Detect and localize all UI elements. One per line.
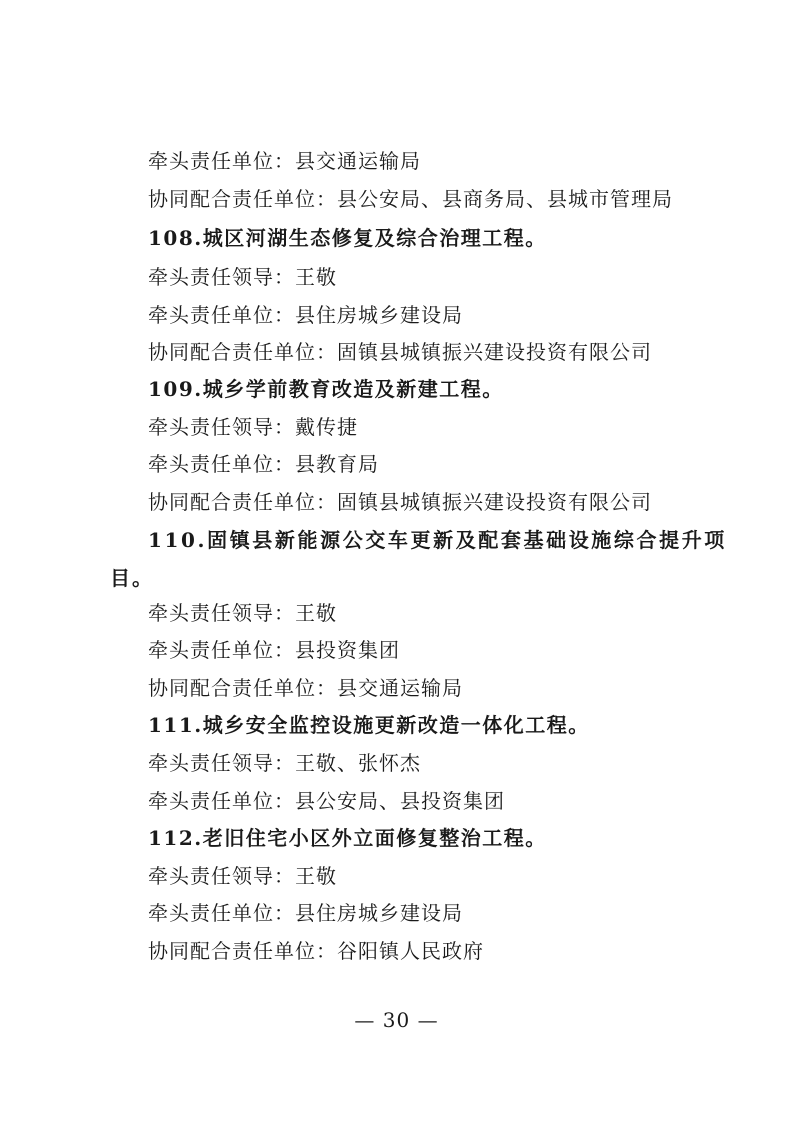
item-110-heading-continuation: 目。 bbox=[110, 566, 154, 590]
cooperating-unit-text: 协同配合责任单位：县公安局、县商务局、县城市管理局 bbox=[148, 187, 673, 211]
lead-leader-text: 牵头责任领导：戴传捷 bbox=[148, 415, 358, 439]
item-110-heading: 110.固镇县新能源公交车更新及配套基础设施综合提升项 bbox=[148, 528, 727, 552]
lead-leader-text: 牵头责任领导：王敬 bbox=[148, 864, 337, 888]
cooperating-unit-text: 协同配合责任单位：谷阳镇人民政府 bbox=[148, 939, 484, 963]
lead-leader-text: 牵头责任领导：王敬 bbox=[148, 601, 337, 625]
cooperating-unit-text: 协同配合责任单位：固镇县城镇振兴建设投资有限公司 bbox=[148, 490, 652, 514]
item-109-heading: 109.城乡学前教育改造及新建工程。 bbox=[148, 377, 504, 401]
item-111-heading: 111.城乡安全监控设施更新改造一体化工程。 bbox=[148, 713, 590, 737]
lead-unit-text: 牵头责任单位：县投资集团 bbox=[148, 638, 400, 662]
lead-unit-text: 牵头责任单位：县住房城乡建设局 bbox=[148, 303, 463, 327]
item-112-heading: 112.老旧住宅小区外立面修复整治工程。 bbox=[148, 826, 547, 850]
lead-leader-text: 牵头责任领导：王敬 bbox=[148, 265, 337, 289]
lead-unit-text: 牵头责任单位：县教育局 bbox=[148, 452, 379, 476]
cooperating-unit-text: 协同配合责任单位：县交通运输局 bbox=[148, 676, 463, 700]
cooperating-unit-text: 协同配合责任单位：固镇县城镇振兴建设投资有限公司 bbox=[148, 340, 652, 364]
lead-leader-text: 牵头责任领导：王敬、张怀杰 bbox=[148, 751, 421, 775]
lead-unit-text: 牵头责任单位：县住房城乡建设局 bbox=[148, 901, 463, 925]
lead-unit-text: 牵头责任单位：县公安局、县投资集团 bbox=[148, 789, 505, 813]
page-number: — 30 — bbox=[354, 1008, 439, 1032]
item-108-heading: 108.城区河湖生态修复及综合治理工程。 bbox=[148, 226, 547, 250]
lead-unit-text: 牵头责任单位：县交通运输局 bbox=[148, 149, 421, 173]
